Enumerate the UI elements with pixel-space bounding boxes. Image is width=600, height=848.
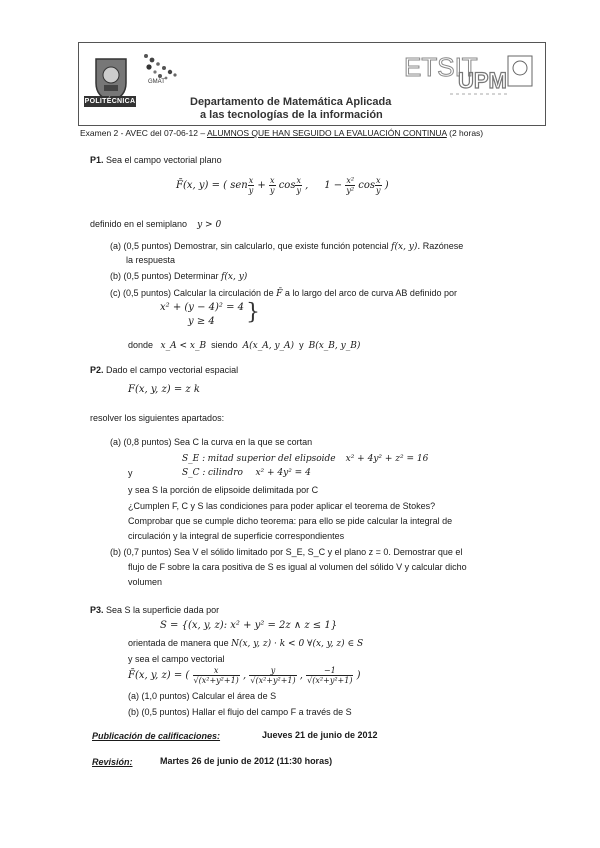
p1-point-a: A(x_A, y_A) [242,341,295,351]
p2-resolver: resolver los siguientes apartados: [90,413,225,423]
p3-orient-eq: N(x, y, z) · k < 0 ∀(x, y, z) ∈ S [231,639,364,649]
p1-a [110,240,463,253]
p2-sdef: y sea S la porción de elipsoide delimitada por C [128,485,319,495]
p1-curve-brace: } [246,300,260,325]
p3-b: (b) (0,5 puntos) Hallar el flujo del campo F a través de S [128,707,352,717]
p1-label: P1. [90,155,104,165]
p1-intro-text: Sea el campo vectorial plano [106,155,222,165]
p3-label: P3. [90,605,104,615]
p1-c-vector: F̄ [276,289,283,299]
p3-a: (a) (1,0 puntos) Calcular el área de S [128,691,277,701]
p2-sc-eq: x² + 4y² = 4 [255,468,311,478]
exam-title-suffix: (2 horas) [449,128,484,138]
p1-a-end: Razónese [422,241,464,251]
p1-semiplano [90,218,221,231]
p3-orient [128,637,363,650]
p2-b2: flujo de F sobre la cara positiva de S es igual al volumen del sólido V y calcular dicho [128,562,467,572]
p2-sc-label: S_C : [182,468,206,478]
publication-label: Publicación de calificaciones: [92,731,221,741]
p1-semiplano-text: definido en el semiplano [90,219,188,229]
p1-intro [90,154,222,166]
p3-intro-text: Sea S la superficie dada por [106,605,220,615]
revision-date: Martes 26 de junio de 2012 (11:30 horas) [160,756,333,766]
p2-intro [90,364,238,376]
p2-sc [182,466,311,479]
p2-label: P2. [90,365,104,375]
p1-donde [128,339,360,352]
p1-b-fn: f(x, y) [221,272,248,282]
p2-b3: volumen [128,577,163,587]
p1-b-text: (b) (0,5 puntos) Determinar [110,271,219,281]
p2-q3: circulación y la integral de superficie correspondientes [128,531,345,541]
p1-point-b: B(x_B, y_B) [308,341,361,351]
p2-b: (b) (0,7 puntos) Sea V el sólido limitado por S_E, S_C y el plano z = 0. Demostrar que el [110,547,463,557]
upm-text: UPM [458,68,507,93]
p1-semiplano-cond: y > 0 [197,220,222,230]
p1-c-text: (c) (0,5 puntos) Calcular la circulación de [110,288,274,298]
p1-a-text: (a) (0,5 puntos) Demostrar, sin calcularlo, que existe función potencial [110,241,389,251]
p2-se [182,452,428,465]
publication-date: Jueves 21 de junio de 2012 [262,730,378,740]
p1-curve-eq1: x² + (y − 4)² = 4 [160,302,245,313]
p2-y1: y [128,468,133,478]
department-name-line1: Departamento de Matemática Aplicada [190,96,392,108]
revision-label: Revisión: [92,757,133,767]
p1-curve-eq2: y ≥ 4 [188,316,215,327]
p1-a-line2: la respuesta [126,255,176,265]
p2-se-eq: x² + 4y² + z² = 16 [345,454,429,464]
p1-b [110,270,247,283]
p1-c-end: a lo largo del arco de curva AB definido por [284,288,457,298]
exam-title-prefix: Examen 2 - AVEC del 07-06-12 – [80,128,206,138]
politecnica-label: POLITÉCNICA [84,98,136,105]
etsit-text: ETSIT [404,52,478,82]
p1-donde-text: donde [128,340,154,350]
gmat-label: GMAT [148,79,165,85]
p3-set: S = {(x, y, z): x² + y² = 2z ∧ z ≤ 1} [160,620,338,631]
exam-title-underlined: ALUMNOS QUE HAN SEGUIDO LA EVALUACIÓN CONTINUA [206,128,447,138]
p3-campo: y sea el campo vectorial [128,654,225,664]
gmat-logo [140,52,180,92]
p3-intro [90,604,219,616]
p2-sc-text: cilindro [207,468,243,478]
p3-field-equation: F̄(x, y, z) = ( $\frac{x}{\text{√(x²+y²+1)}}$ , $\frac{y}{\text{√(x²+y²+1)}}$ , $\frac{-1}{\text{√(x²+y²+1)}}$ ) [128,666,361,685]
p2-field: F(x, y, z) = z k [128,384,200,395]
p1-y-word: y [299,340,304,350]
p2-a: (a) (0,8 puntos) Sea C la curva en la que se cortan [110,437,313,447]
etsit-upm-logo [400,46,538,102]
p2-se-text: mitad superior del elipsoide [207,454,336,464]
p2-intro-text: Dado el campo vectorial espacial [106,365,239,375]
p1-siendo: siendo [211,340,238,350]
exam-title [80,128,483,138]
p1-field-equation: F̄(x, y) = ( sen $\frac{x}{y}$ + $\frac{x}{y}$ cos $\frac{x}{y}$ , 1 − $\frac{\text{x²}}{\text{y²}}$ cos $\frac{x}{y}$ ) [176,176,389,195]
department-name-line2: a las tecnologías de la información [200,109,383,121]
p1-a-fn: f(x, y). [391,242,421,252]
p2-se-label: S_E : [182,454,206,464]
p3-orient-text: orientada de manera que [128,638,229,648]
p2-q1: ¿Cumplen F, C y S las condiciones para poder aplicar el teorema de Stokes? [128,501,436,511]
p1-c [110,287,457,300]
p1-donde-cond: x_A < x_B [160,341,207,351]
p2-q2: Comprobar que se cumple dicho teorema: para ello se pide calcular la integral de [128,516,453,526]
